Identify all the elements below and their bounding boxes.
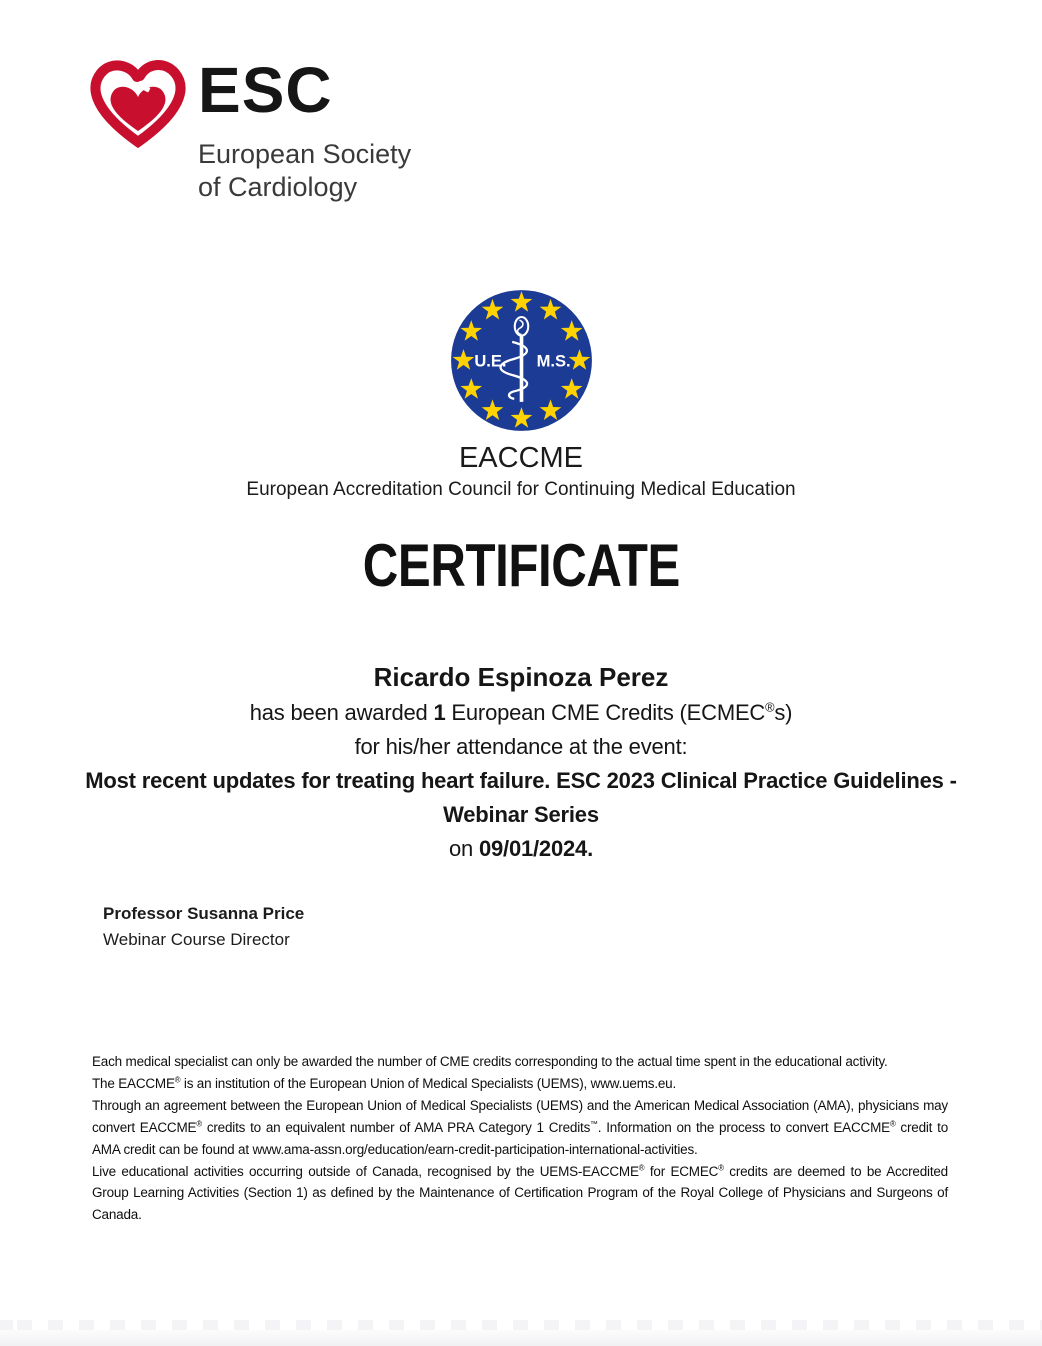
esc-society-line2: of Cardiology: [198, 172, 358, 202]
uems-emblem-icon: [449, 288, 594, 433]
footnote-paragraph: Each medical specialist can only be awarded the number of CME credits corresponding to the actual time spent in the educational activity.: [92, 1054, 888, 1069]
uems-left-label: U.E.: [473, 351, 507, 371]
esc-society-line1: European Society: [198, 139, 412, 169]
footnote-paragraph: Live educational activities occurring outside of Canada, recognised by the UEMS-EACCME® for ECMEC® credits are deemed to be Accredited Group Learning Activities (Section 1) as defined by the Maintenance of Certification Program of the Royal College of Physicians and Surgeons of Canada.: [92, 1163, 948, 1223]
eaccme-full-name: European Accreditation Council for Continuing Medical Education: [246, 479, 796, 500]
footnote-paragraph: The EACCME® is an institution of the European Union of Medical Specialists (UEMS), www.uems.eu.: [92, 1075, 677, 1091]
award-line-date: on 09/01/2024.: [448, 836, 593, 861]
signatory-role: Webinar Course Director: [103, 930, 290, 949]
esc-society-name: [198, 138, 411, 204]
page-bottom-edge: [0, 1320, 1042, 1346]
eaccme-acronym: EACCME: [458, 442, 584, 474]
recipient-name: Ricardo Espinoza Perez: [373, 662, 669, 692]
award-line-attendance: for his/her attendance at the event:: [354, 734, 688, 759]
certificate-title: CERTIFICATE: [362, 532, 680, 599]
uems-right-label: M.S.: [536, 351, 571, 371]
footnote-block: [92, 1051, 948, 1226]
event-title: Most recent updates for treating heart failure. ESC 2023 Clinical Practice Guidelines - Webinar Series: [85, 768, 957, 827]
event-date: 09/01/2024.: [478, 836, 593, 861]
award-line-credits: has been awarded 1 European CME Credits (ECMEC®s): [249, 699, 793, 725]
eaccme-header: [0, 288, 1042, 502]
page-edge-band: [0, 1330, 1042, 1346]
page-edge-squares: [0, 1320, 1042, 1330]
esc-acronym: ESC: [198, 54, 333, 126]
signatory-name: Professor Susanna Price: [103, 904, 305, 923]
award-block: [0, 658, 1042, 866]
credits-value: 1: [433, 700, 446, 725]
esc-heart-icon: [88, 54, 188, 150]
signatory-block: [103, 901, 304, 953]
esc-logo: [88, 54, 411, 204]
esc-wordmark: [198, 54, 411, 204]
footnote-paragraph: Through an agreement between the European Union of Medical Specialists (UEMS) and the American Medical Association (AMA), physicians may convert EACCME® credits to an equivalent number of AMA PRA Category 1 Credits™. Information on the process to convert EACCME® credit to AMA credit can be found at www.ama-assn.org/education/earn-credit-participation-international-activities.: [92, 1097, 948, 1157]
